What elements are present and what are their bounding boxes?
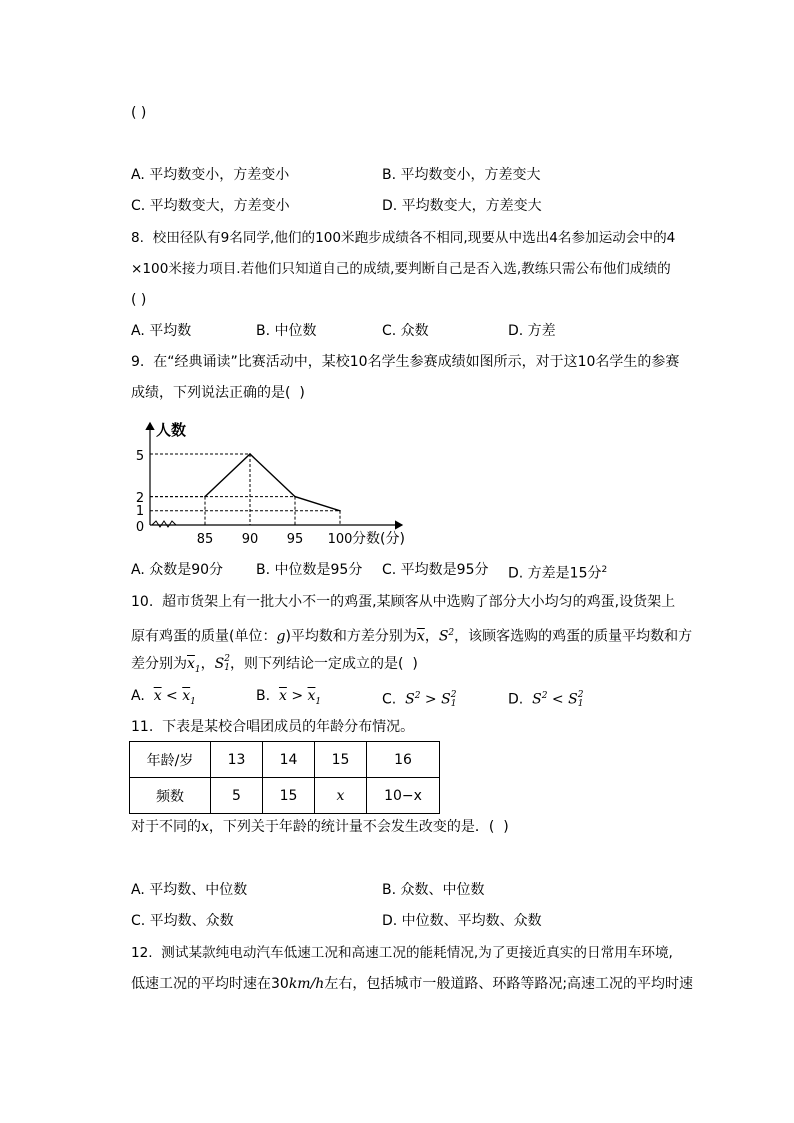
q8-stem-line2: ×100米接力项目.若他们只知道自己的成绩,要判断自己是否入选,教练只需公布他们成绩的 <box>131 261 671 277</box>
y-tick-2: 2 <box>135 491 145 506</box>
q8-option-d: D. 方差 <box>508 323 556 339</box>
data-point-100 <box>339 510 341 512</box>
y-tick-5: 5 <box>135 449 145 464</box>
x-tick-100: 100 <box>327 532 353 547</box>
table-header-cell: 16 <box>367 742 440 778</box>
q8-stem-line1: 8. 校田径队有9名同学,他们的100米跑步成绩各不相同,现要从中选出4名参加运动会中的4 <box>131 230 676 246</box>
q7-answer-paren: ( ) <box>131 105 147 121</box>
q10-option-a: A. $\overline{x} < \overline{x}_1$ <box>131 688 196 707</box>
q11-stem-line1: 11. 下表是某校合唱团成员的年龄分布情况。 <box>131 719 415 735</box>
x-tick-85: 85 <box>196 532 214 547</box>
y-axis-label: 人数 <box>156 421 187 439</box>
q10-option-b: B. $\overline{x} > \overline{x}_1$ <box>256 688 322 707</box>
q10-stem-line3: 差分别为$\overline{x}_1$，S 2 1 ，则下列结论一定成立的是( ) <box>131 654 418 675</box>
x-axis-label: 分数(分) <box>352 531 405 547</box>
q9-option-d: D. 方差是15分$^2$ <box>508 565 608 582</box>
q7-option-a: A. 平均数变小，方差变小 <box>131 167 290 183</box>
q9-option-a: A. 众数是90分 <box>131 562 224 578</box>
q12-stem-line1: 12. 测试某款纯电动汽车低速工况和高速工况的能耗情况,为了更接近真实的日常用车环境, <box>131 945 673 961</box>
axis-break <box>152 521 176 527</box>
table-row <box>130 778 440 814</box>
q9-score-chart <box>130 415 415 550</box>
q8-option-a: A. 平均数 <box>131 323 192 339</box>
q8-option-b: B. 中位数 <box>256 323 317 339</box>
y-tick-1: 1 <box>135 504 145 519</box>
q9-option-b: B. 中位数是95分 <box>256 562 363 578</box>
q10-option-d: D. $S^2 < S$ 2 1 <box>508 689 584 709</box>
table-header-cell: 15 <box>315 742 367 778</box>
table-cell: 15 <box>263 778 315 814</box>
q8-answer-paren: ( ) <box>131 292 147 308</box>
q9-stem-line1: 9. 在“经典诵读”比赛活动中，某校10名学生参赛成绩如图所示，对于这10名学生的参赛 <box>131 354 680 370</box>
table-header-cell: 14 <box>263 742 315 778</box>
data-point-90 <box>249 453 251 455</box>
q11-option-c: C. 平均数、众数 <box>131 913 234 929</box>
q12-stem-line2: 低速工况的平均时速在30km/h左右，包括城市一般道路、环路等路况;高速工况的平均时速 <box>131 976 694 992</box>
q10-stem-line1: 10. 超市货架上有一批大小不一的鸡蛋,某顾客从中选购了部分大小均匀的鸡蛋,设货架上 <box>131 594 676 610</box>
q10-stem-line2: 原有鸡蛋的质量(单位：g)平均数和方差分别为$\overline{x}$，$S^2$，该顾客选购的鸡蛋的质量平均数和方 <box>131 628 693 645</box>
q11-stem-line2: 对于不同的x，下列关于年龄的统计量不会发生改变的是．( ) <box>131 819 509 835</box>
table-cell: 5 <box>211 778 263 814</box>
x-tick-95: 95 <box>286 532 304 547</box>
y-tick-0: 0 <box>135 520 145 535</box>
q9-option-c: C. 平均数是95分 <box>382 562 489 578</box>
table-cell: 频数 <box>130 778 211 814</box>
q11-option-d: D. 中位数、平均数、众数 <box>382 913 542 929</box>
table-header-cell: 年龄/岁 <box>130 742 211 778</box>
table-header-cell: 13 <box>211 742 263 778</box>
x-tick-90: 90 <box>241 532 259 547</box>
q7-option-d: D. 平均数变大，方差变大 <box>382 198 542 214</box>
q7-option-b: B. 平均数变小，方差变大 <box>382 167 541 183</box>
q10-option-c: C. $S^2 > S$ 2 1 <box>382 689 457 709</box>
q9-stem-line2: 成绩，下列说法正确的是( ) <box>131 385 305 401</box>
table-cell: 10−x <box>367 778 440 814</box>
q8-option-c: C. 众数 <box>382 323 429 339</box>
q11-option-a: A. 平均数、中位数 <box>131 882 248 898</box>
age-distribution-table <box>129 741 440 814</box>
q11-option-b: B. 众数、中位数 <box>382 882 485 898</box>
data-point-95 <box>294 496 296 498</box>
series-line <box>205 454 340 511</box>
table-header-row <box>130 742 440 778</box>
table-cell: x <box>315 778 367 814</box>
data-point-85 <box>204 496 206 498</box>
q7-option-c: C. 平均数变大，方差变小 <box>131 198 290 214</box>
